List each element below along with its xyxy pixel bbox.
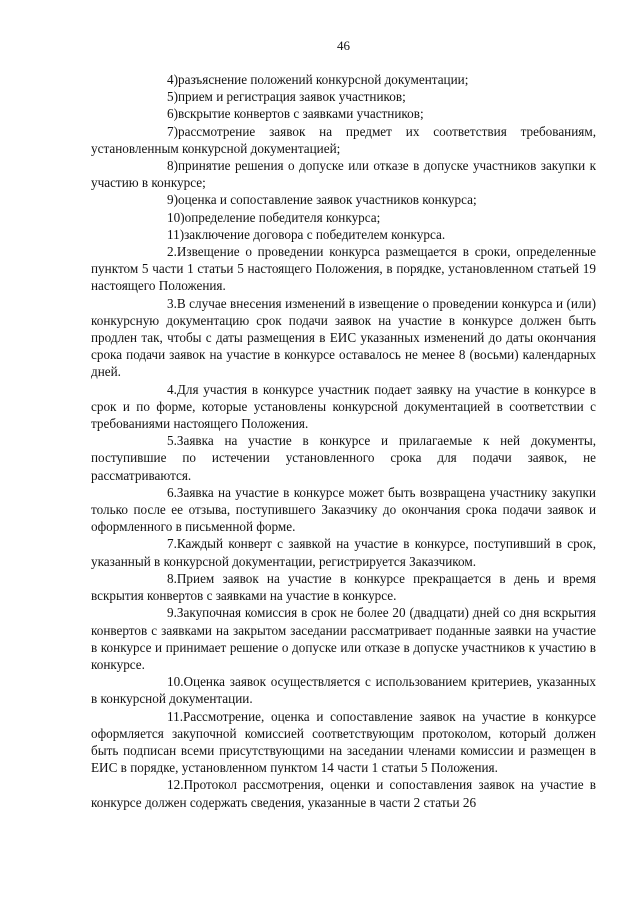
paragraph-text: Рассмотрение, оценка и сопоставление заявок на участие в конкурсе оформляется закупочной комиссией соответствующим протоколом, который должен быть подписан всеми присутствующими на заседании членами комиссии и размещен в ЕИС в порядке, установленном пунктом 14 части 1 статьи 5 Положения. [91, 708, 596, 776]
paragraph-number: 7. [167, 536, 177, 552]
paragraph [91, 123, 596, 157]
paragraph-text: Каждый конверт с заявкой на участие в конкурсе, поступивший в срок, указанный в конкурсной документации, регистрируется Заказчиком. [91, 536, 596, 569]
paragraph-number: 11. [167, 708, 183, 724]
paragraph-number: 8) [167, 158, 178, 174]
paragraph [91, 191, 596, 208]
paragraph-text: оценка и сопоставление заявок участников конкурса; [178, 192, 477, 208]
paragraph-number: 11) [167, 226, 185, 242]
paragraph-number: 6) [167, 106, 178, 122]
paragraph [91, 71, 596, 88]
paragraph [91, 673, 596, 707]
paragraph [91, 570, 596, 604]
paragraph-number: 9. [167, 605, 177, 621]
paragraph-text: Закупочная комиссия в срок не более 20 (двадцати) дней со дня вскрытия конвертов с заявками на закрытом заседании рассматривает поданные заявки на участие в конкурсе и принимает решение о допуске или отказе в допуске участников к участию в конкурсе. [91, 605, 596, 672]
paragraph [91, 209, 596, 226]
paragraph-number: 3. [167, 295, 177, 311]
paragraph-number: 7) [167, 123, 178, 139]
paragraph [91, 105, 596, 122]
paragraph-text: Заявка на участие в конкурсе и прилагаемые к ней документы, поступившие по истечении установленного срока для подачи заявок, не рассматриваются. [91, 433, 596, 483]
paragraph-text: Оценка заявок осуществляется с использованием критериев, указанных в конкурсной документации. [91, 674, 596, 707]
paragraph [91, 535, 596, 569]
paragraph-number: 4) [167, 72, 178, 87]
paragraph [91, 381, 596, 433]
paragraph [91, 88, 596, 105]
paragraph-text: разъяснение положений конкурсной документации; [178, 72, 469, 87]
paragraph [91, 243, 596, 295]
paragraph-number: 12. [167, 777, 184, 793]
paragraph-text: Для участия в конкурсе участник подает заявку на участие в конкурсе в срок и по форме, которые установлены конкурсной документацией в соответствии с требованиями настоящего Положения. [91, 381, 596, 432]
paragraph-number: 8. [167, 570, 177, 586]
paragraph-text: принятие решения о допуске или отказе в допуске участников закупки к участию в конкурсе; [91, 158, 596, 191]
paragraph-text: прием и регистрация заявок участников; [178, 89, 406, 105]
paragraph [91, 157, 596, 191]
paragraph [91, 604, 596, 673]
paragraph-number: 4. [167, 381, 177, 397]
document-page [91, 0, 596, 905]
paragraph [91, 708, 596, 777]
paragraph-number: 10) [167, 209, 185, 225]
paragraph-number: 2. [167, 244, 177, 260]
paragraph-text: рассмотрение заявок на предмет их соответствия требованиям, установленным конкурсной документацией; [91, 123, 596, 156]
paragraph-text: заключение договора с победителем конкурса. [184, 226, 446, 242]
paragraph-number: 10. [167, 674, 184, 690]
document-body [91, 71, 596, 811]
paragraph-text: Извещение о проведении конкурса размещается в сроки, определенные пунктом 5 части 1 статьи 5 настоящего Положения, в порядке, установленном статьей 19 настоящего Положения. [91, 244, 596, 294]
paragraph [91, 432, 596, 484]
paragraph-number: 5. [167, 433, 177, 449]
page-number: 46 [337, 38, 350, 53]
paragraph-text: Протокол рассмотрения, оценки и сопоставления заявок на участие в конкурсе должен содержать сведения, указанные в части 2 статьи 26 [91, 777, 596, 810]
paragraph-number: 5) [167, 89, 178, 105]
paragraph-number: 9) [167, 192, 178, 208]
paragraph-text: Заявка на участие в конкурсе может быть возвращена участнику закупки только после ее отзыва, поступившего Заказчику до окончания срока подачи заявок и оформленного в письменной форме. [91, 484, 596, 535]
paragraph [91, 295, 596, 381]
paragraph [91, 776, 596, 810]
paragraph-text: вскрытие конвертов с заявками участников; [178, 106, 424, 122]
paragraph-text: Прием заявок на участие в конкурсе прекращается в день и время вскрытия конвертов с заявками на участие в конкурсе. [91, 570, 596, 604]
paragraph [91, 226, 596, 243]
paragraph-number: 6. [167, 484, 177, 500]
paragraph-text: определение победителя конкурса; [184, 209, 381, 225]
paragraph-text: В случае внесения изменений в извещение о проведении конкурса и (или) конкурсную документацию срок подачи заявок на участие в конкурсе должен быть продлен так, чтобы с даты размещения в ЕИС указанных изменений до даты окончания срока подачи заявок на участие в конкурсе оставалось не менее 8 (восьми) календарных дней. [91, 295, 596, 380]
paragraph [91, 484, 596, 536]
